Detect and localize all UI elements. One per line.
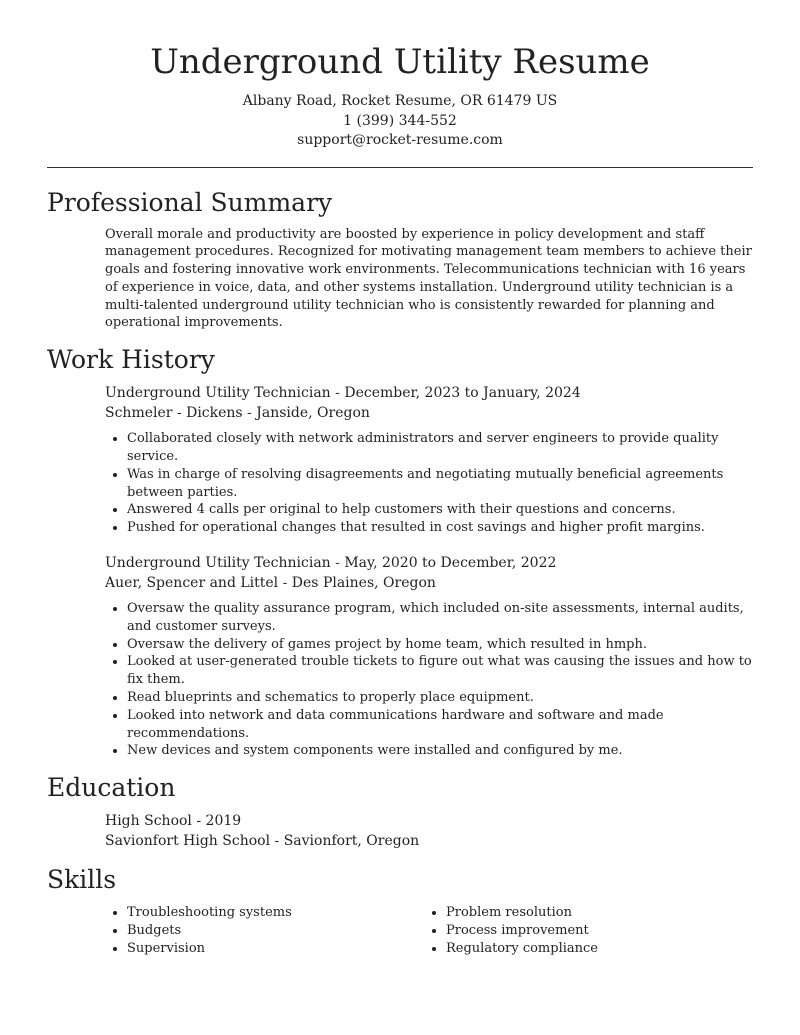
job-entry bbox=[105, 384, 753, 537]
job-dates: December, 2023 to January, 2024 bbox=[344, 385, 581, 402]
job-company-line bbox=[105, 574, 753, 594]
job-company-line bbox=[105, 404, 753, 424]
skill-item: • Budgets bbox=[127, 922, 424, 940]
contact-email: support@rocket-resume.com bbox=[297, 132, 503, 148]
education-entry bbox=[47, 812, 753, 851]
list-item: • Looked at user-generated trouble tickets to figure out what was causing the issues and how to fix them. bbox=[127, 653, 753, 689]
list-item: • Pushed for operational changes that resulted in cost savings and higher profit margins. bbox=[127, 519, 753, 537]
education-degree-line bbox=[105, 812, 753, 832]
job-location: Des Plaines, Oregon bbox=[291, 574, 436, 591]
job-role: Underground Utility Technician bbox=[105, 385, 331, 402]
job-bullets bbox=[105, 600, 753, 760]
list-item: • Looked into network and data communications hardware and software and made recommendations. bbox=[127, 707, 753, 743]
job-company: Schmeler - Dickens bbox=[105, 404, 243, 421]
education-degree: High School bbox=[105, 813, 192, 830]
work-history-list bbox=[47, 384, 753, 760]
list-item: • Answered 4 calls per original to help customers with their questions and concerns. bbox=[127, 501, 753, 519]
resume-header bbox=[47, 0, 753, 151]
job-bullets bbox=[105, 430, 753, 537]
job-location: Janside, Oregon bbox=[256, 404, 370, 421]
job-role: Underground Utility Technician bbox=[105, 555, 331, 572]
section-title-skills: Skills bbox=[47, 865, 117, 895]
list-item: • New devices and system components were installed and configured by me. bbox=[127, 742, 753, 760]
resume-title: Underground Utility Resume bbox=[150, 42, 650, 82]
job-title-line bbox=[105, 384, 753, 404]
education-separator: - bbox=[191, 813, 206, 830]
list-item: • Collaborated closely with network administrators and server engineers to provide quality service. bbox=[127, 430, 753, 466]
list-item: • Was in charge of resolving disagreements and negotiating mutually beneficial agreements between parties. bbox=[127, 466, 753, 502]
job-separator: - bbox=[330, 555, 345, 572]
contact-block bbox=[47, 92, 753, 151]
contact-phone: 1 (399) 344-552 bbox=[343, 112, 457, 129]
list-item: • Oversaw the delivery of games project by home team, which resulted in hmph. bbox=[127, 636, 753, 654]
section-title-summary: Professional Summary bbox=[47, 187, 333, 217]
job-separator: - bbox=[278, 574, 292, 591]
job-company: Auer, Spencer and Littel bbox=[105, 574, 279, 591]
education-separator: - bbox=[270, 832, 284, 849]
job-title-line bbox=[105, 554, 753, 574]
job-entry bbox=[105, 554, 753, 760]
skills-list bbox=[47, 904, 753, 957]
skill-item: • Problem resolution bbox=[446, 904, 743, 922]
job-separator: - bbox=[242, 404, 257, 421]
skill-item: • Regulatory compliance bbox=[446, 940, 743, 958]
education-school: Savionfort High School bbox=[105, 832, 271, 849]
skills-column-left bbox=[105, 904, 424, 957]
job-separator: - bbox=[330, 385, 345, 402]
section-title-education: Education bbox=[47, 773, 176, 803]
section-title-work-history: Work History bbox=[47, 345, 215, 375]
job-dates: May, 2020 to December, 2022 bbox=[344, 555, 557, 572]
education-school-line bbox=[105, 832, 753, 852]
skills-column-right bbox=[424, 904, 743, 957]
skill-item: • Process improvement bbox=[446, 922, 743, 940]
education-location: Savionfort, Oregon bbox=[283, 832, 420, 849]
skill-item: • Supervision bbox=[127, 940, 424, 958]
skill-item: • Troubleshooting systems bbox=[127, 904, 424, 922]
education-year: 2019 bbox=[205, 813, 242, 830]
list-item: • Read blueprints and schematics to properly place equipment. bbox=[127, 689, 753, 707]
header-divider bbox=[47, 167, 753, 168]
summary-text: Overall morale and productivity are boosted by experience in policy development and staff management procedures. Recognized for motivating management team members to achieve their goals and fostering innovative work environments. Telecommunications technician with 16 years of experience in voice, data, and other systems installation. Underground utility technician is a multi-talented underground utility technician who is consistently rewarded for planning and operational improvements. bbox=[105, 226, 752, 331]
contact-address: Albany Road, Rocket Resume, OR 61479 US bbox=[242, 93, 558, 109]
list-item: • Oversaw the quality assurance program, which included on-site assessments, internal audits, and customer surveys. bbox=[127, 600, 753, 636]
